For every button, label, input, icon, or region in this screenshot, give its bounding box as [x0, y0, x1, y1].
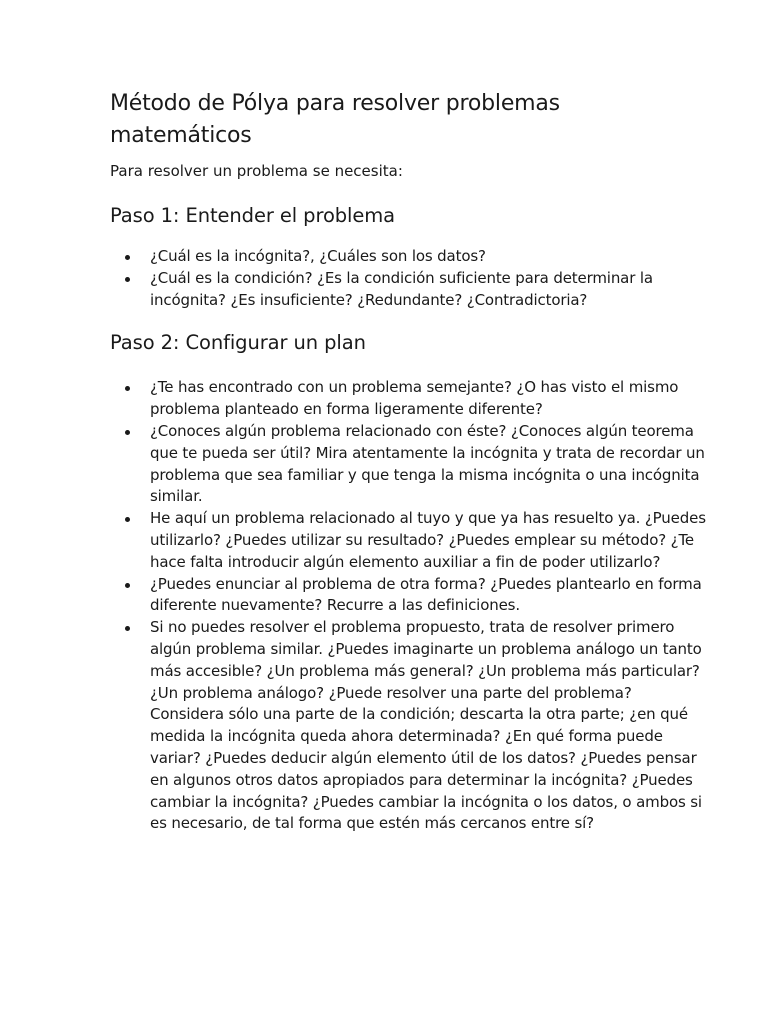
list-item-text: He aquí un problema relacionado al tuyo y que ya has resuelto ya. ¿Puedes utilizarlo? ¿Puedes utilizar su resultado? ¿Puedes emplear su método? ¿Te hace falta introducir algún elemento auxiliar a fin de poder utilizarlo? [150, 509, 706, 571]
list-item [110, 617, 710, 835]
list-item-text: ¿Cuál es la condición? ¿Es la condición suficiente para determinar la incógnita? ¿Es insuficiente? ¿Redundante? ¿Contradictoria? [150, 268, 653, 309]
bullet-icon [125, 430, 130, 435]
list-item [110, 246, 710, 268]
bullet-icon [125, 517, 130, 522]
step-2-list [110, 377, 708, 835]
list-item-text: ¿Puedes enunciar al problema de otra forma? ¿Puedes plantearlo en forma diferente nuevamente? Recurre a las definiciones. [150, 574, 702, 615]
bullet-icon [125, 255, 130, 260]
list-item [110, 574, 710, 618]
bullet-icon [125, 583, 130, 588]
list-item-text: ¿Te has encontrado con un problema semejante? ¿O has visto el mismo problema planteado en forma ligeramente diferente? [150, 378, 679, 419]
step-1-heading: Paso 1: Entender el problema [110, 204, 396, 227]
list-item-text: Si no puedes resolver el problema propuesto, trata de resolver primero algún problema similar. ¿Puedes imaginarte un problema análogo un tanto más accesible? ¿Un problema más general? ¿Un problema más particular? ¿Un problema análogo? ¿Puede resolver una parte del problema? Considera sólo una parte de la condición; descarta la otra parte; ¿en qué medida la incógnita queda ahora determinada? ¿En qué forma puede variar? ¿Puedes deducir algún elemento útil de los datos? ¿Puedes pensar en algunos otros datos apropiados para determinar la incógnita? ¿Puedes cambiar la incógnita? ¿Puedes cambiar la incógnita o los datos, o ambos si es necesario, de tal forma que estén más cercanos entre sí? [150, 618, 702, 833]
list-item-text: ¿Cuál es la incógnita?, ¿Cuáles son los datos? [150, 247, 486, 265]
list-item [110, 508, 710, 573]
step-2-heading: Paso 2: Configurar un plan [110, 331, 366, 355]
bullet-icon [125, 386, 130, 391]
list-item [110, 377, 710, 421]
list-item [110, 268, 710, 312]
list-item [110, 421, 710, 508]
list-item-text: ¿Conoces algún problema relacionado con éste? ¿Conoces algún teorema que te pueda ser útil? Mira atentamente la incógnita y trata de recordar un problema que sea familiar y que tenga la misma incógnita o una incógnita similar. [150, 421, 705, 506]
bullet-icon [125, 626, 130, 631]
intro-text: Para resolver un problema se necesita: [110, 162, 403, 180]
page-title: Método de Pólya para resolver problemas matemáticos [110, 91, 560, 148]
step-1-list [110, 246, 708, 311]
bullet-icon [125, 277, 130, 282]
